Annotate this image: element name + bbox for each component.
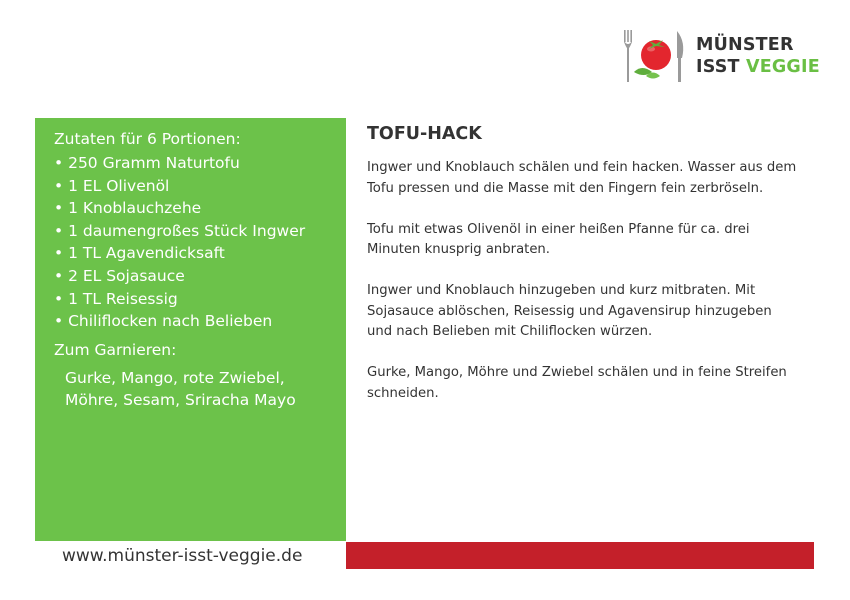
ingredient-item: • 250 Gramm Naturtofu — [54, 152, 346, 175]
ingredient-item: • 1 daumengroßes Stück Ingwer — [54, 220, 346, 243]
ingredient-item: • 1 TL Agavendicksaft — [54, 242, 346, 265]
recipe-step: Gurke, Mango, Möhre und Zwiebel schälen und in feine Streifen schneiden. — [367, 365, 787, 401]
logo-graphic — [622, 28, 692, 84]
ingredients-heading: Zutaten für 6 Portionen: — [54, 130, 241, 148]
ingredients-panel — [35, 118, 346, 541]
ingredient-item: • 1 TL Reisessig — [54, 288, 346, 311]
logo-line-1: MÜNSTER — [696, 35, 794, 55]
logo — [622, 28, 822, 84]
knife-icon — [677, 31, 683, 82]
recipe-step: Ingwer und Knoblauch schälen und fein hacken. Wasser aus dem Tofu pressen und die Masse mit den Fingern fein zerbröseln. — [367, 160, 797, 196]
ingredient-item: • 2 EL Sojasauce — [54, 265, 346, 288]
garnish-text: Gurke, Mango, rote Zwiebel, Möhre, Sesam, Sriracha Mayo — [65, 368, 296, 410]
fork-icon — [624, 30, 632, 82]
ingredients-list — [54, 152, 346, 333]
recipe-step: Tofu mit etwas Olivenöl in einer heißen Pfanne für ca. drei Minuten knusprig anbraten. — [367, 221, 750, 257]
logo-line-2-veggie: VEGGIE — [745, 57, 820, 77]
logo-line-2 — [696, 56, 820, 78]
logo-line-2-isst: ISST — [696, 57, 746, 77]
tomato-icon — [634, 40, 671, 79]
recipe-step: Ingwer und Knoblauch hinzugeben und kurz mitbraten. Mit Sojasauce ablöschen, Reisessig und Agavensirup hinzugeben und nach Belieben mit Chiliflocken würzen. — [367, 283, 772, 339]
ingredient-item: • 1 Knoblauchzehe — [54, 197, 346, 220]
logo-text — [696, 34, 820, 78]
ingredient-item: • 1 EL Olivenöl — [54, 175, 346, 198]
recipe-section — [367, 122, 797, 425]
ingredient-item: • Chiliflocken nach Belieben — [54, 310, 346, 333]
footer-red-bar — [346, 542, 814, 569]
recipe-title: TOFU-HACK — [367, 124, 482, 144]
website-url: www.münster-isst-veggie.de — [62, 546, 303, 566]
garnish-heading: Zum Garnieren: — [54, 340, 177, 359]
